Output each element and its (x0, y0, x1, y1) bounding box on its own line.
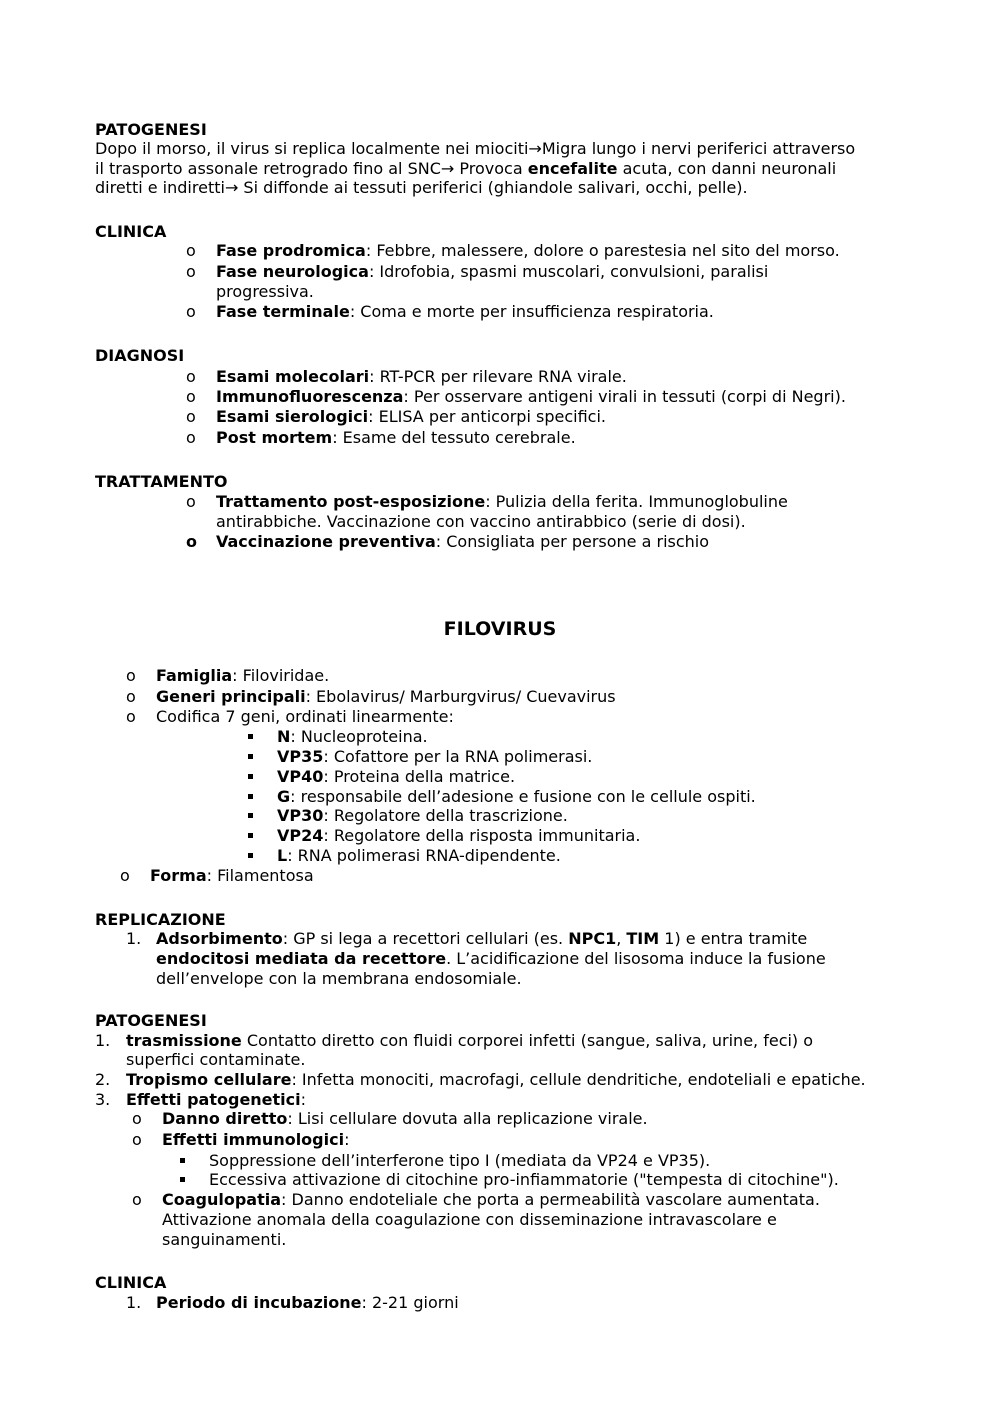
gene-item: G: responsabile dell’adesione e fusione con le cellule ospiti. (277, 787, 756, 806)
list-marker: o (120, 866, 130, 885)
list-marker: o (186, 302, 196, 321)
gene-item: VP40: Proteina della matrice. (277, 767, 516, 786)
list-marker: o (126, 707, 136, 726)
list-number: 1. (126, 929, 142, 948)
list-item-continuation: Attivazione anomala della coagulazione con disseminazione intravascolare e (162, 1210, 777, 1229)
list-marker: o (186, 428, 196, 447)
list-item-continuation: superfici contaminate. (126, 1050, 306, 1069)
list-item: Generi principali: Ebolavirus/ Marburgvirus/ Cuevavirus (156, 687, 616, 706)
section-heading-clinica-filovirus: CLINICA (95, 1273, 167, 1292)
list-item: Eccessiva attivazione di citochine pro-infiammatorie ("tempesta di citochine"). (209, 1170, 839, 1189)
gene-item: VP35: Cofattore per la RNA polimerasi. (277, 747, 593, 766)
arrow-icon: → (440, 159, 455, 178)
list-item: Famiglia: Filoviridae. (156, 666, 330, 685)
section-heading-patogenesi-filovirus: PATOGENESI (95, 1011, 207, 1030)
gene-item: VP24: Regolatore della risposta immunitaria. (277, 826, 641, 845)
list-item: Post mortem: Esame del tessuto cerebrale. (216, 428, 576, 447)
list-item-continuation: sanguinamenti. (162, 1230, 287, 1249)
list-marker: o (186, 532, 197, 551)
list-item: Effetti patogenetici: (126, 1090, 307, 1109)
list-marker: o (186, 241, 196, 260)
patogenesi-line-3: diretti e indiretti→ Si diffonde ai tessuti periferici (ghiandole salivari, occhi, pelle). (95, 178, 748, 197)
list-item: Vaccinazione preventiva: Consigliata per persone a rischio (216, 532, 710, 551)
section-heading-replicazione: REPLICAZIONE (95, 910, 226, 929)
list-item: trasmissione Contatto diretto con fluidi corporei infetti (sangue, saliva, urine, feci) o (126, 1031, 814, 1050)
list-item-continuation: endocitosi mediata da recettore. L’acidificazione del lisosoma induce la fusione (156, 949, 826, 968)
list-item: Tropismo cellulare: Infetta monociti, macrofagi, cellule dendritiche, endoteliali e epatiche. (126, 1070, 866, 1089)
list-number: 2. (95, 1070, 111, 1089)
list-item: Immunofluorescenza: Per osservare antigeni virali in tessuti (corpi di Negri). (216, 387, 846, 406)
section-heading-patogenesi: PATOGENESI (95, 120, 207, 139)
list-item: Fase neurologica: Idrofobia, spasmi muscolari, convulsioni, paralisi (216, 262, 769, 281)
page-title: FILOVIRUS (443, 618, 557, 640)
list-item: Coagulopatia: Danno endoteliale che porta a permeabilità vascolare aumentata. (162, 1190, 820, 1209)
list-marker: o (186, 262, 196, 281)
list-marker: o (132, 1109, 142, 1128)
list-marker: o (132, 1130, 142, 1149)
list-item: Trattamento post-esposizione: Pulizia della ferita. Immunoglobuline (216, 492, 788, 511)
patogenesi-line-1: Dopo il morso, il virus si replica localmente nei miociti→Migra lungo i nervi periferici attraverso (95, 139, 856, 158)
list-number: 1. (95, 1031, 111, 1050)
arrow-icon: → (528, 139, 542, 158)
list-item-continuation: progressiva. (216, 282, 314, 301)
section-heading-clinica: CLINICA (95, 222, 167, 241)
patogenesi-line-2: il trasporto assonale retrogrado fino al SNC→ Provoca encefalite acuta, con danni neuronali (95, 159, 837, 178)
list-marker: o (126, 666, 136, 685)
list-marker: o (186, 407, 196, 426)
list-marker: o (186, 492, 196, 511)
list-item: Fase terminale: Coma e morte per insufficienza respiratoria. (216, 302, 714, 321)
section-heading-diagnosi: DIAGNOSI (95, 346, 185, 365)
list-marker: o (186, 367, 196, 386)
list-item: Soppressione dell’interferone tipo I (mediata da VP24 e VP35). (209, 1151, 711, 1170)
list-item: Forma: Filamentosa (150, 866, 314, 885)
list-item: Adsorbimento: GP si lega a recettori cellulari (es. NPC1, TIM 1) e entra tramite (156, 929, 808, 948)
list-number: 1. (126, 1293, 142, 1312)
list-item-continuation: antirabbiche. Vaccinazione con vaccino antirabbico (serie di dosi). (216, 512, 746, 531)
gene-item: N: Nucleoproteina. (277, 727, 428, 746)
section-heading-trattamento: TRATTAMENTO (95, 472, 228, 491)
gene-item: VP30: Regolatore della trascrizione. (277, 806, 568, 825)
list-marker: o (186, 387, 196, 406)
list-item: Effetti immunologici: (162, 1130, 350, 1149)
list-item: Codifica 7 geni, ordinati linearmente: (156, 707, 454, 726)
list-number: 3. (95, 1090, 111, 1109)
list-item: Fase prodromica: Febbre, malessere, dolore o parestesia nel sito del morso. (216, 241, 840, 260)
list-item: Esami sierologici: ELISA per anticorpi specifici. (216, 407, 606, 426)
list-item-continuation: dell’envelope con la membrana endosomiale. (156, 969, 522, 988)
list-item: Periodo di incubazione: 2-21 giorni (156, 1293, 459, 1312)
list-marker: o (126, 687, 136, 706)
list-marker: o (132, 1190, 142, 1209)
arrow-icon: → (224, 178, 239, 197)
list-item: Danno diretto: Lisi cellulare dovuta alla replicazione virale. (162, 1109, 648, 1128)
gene-item: L: RNA polimerasi RNA-dipendente. (277, 846, 561, 865)
list-item: Esami molecolari: RT-PCR per rilevare RNA virale. (216, 367, 627, 386)
